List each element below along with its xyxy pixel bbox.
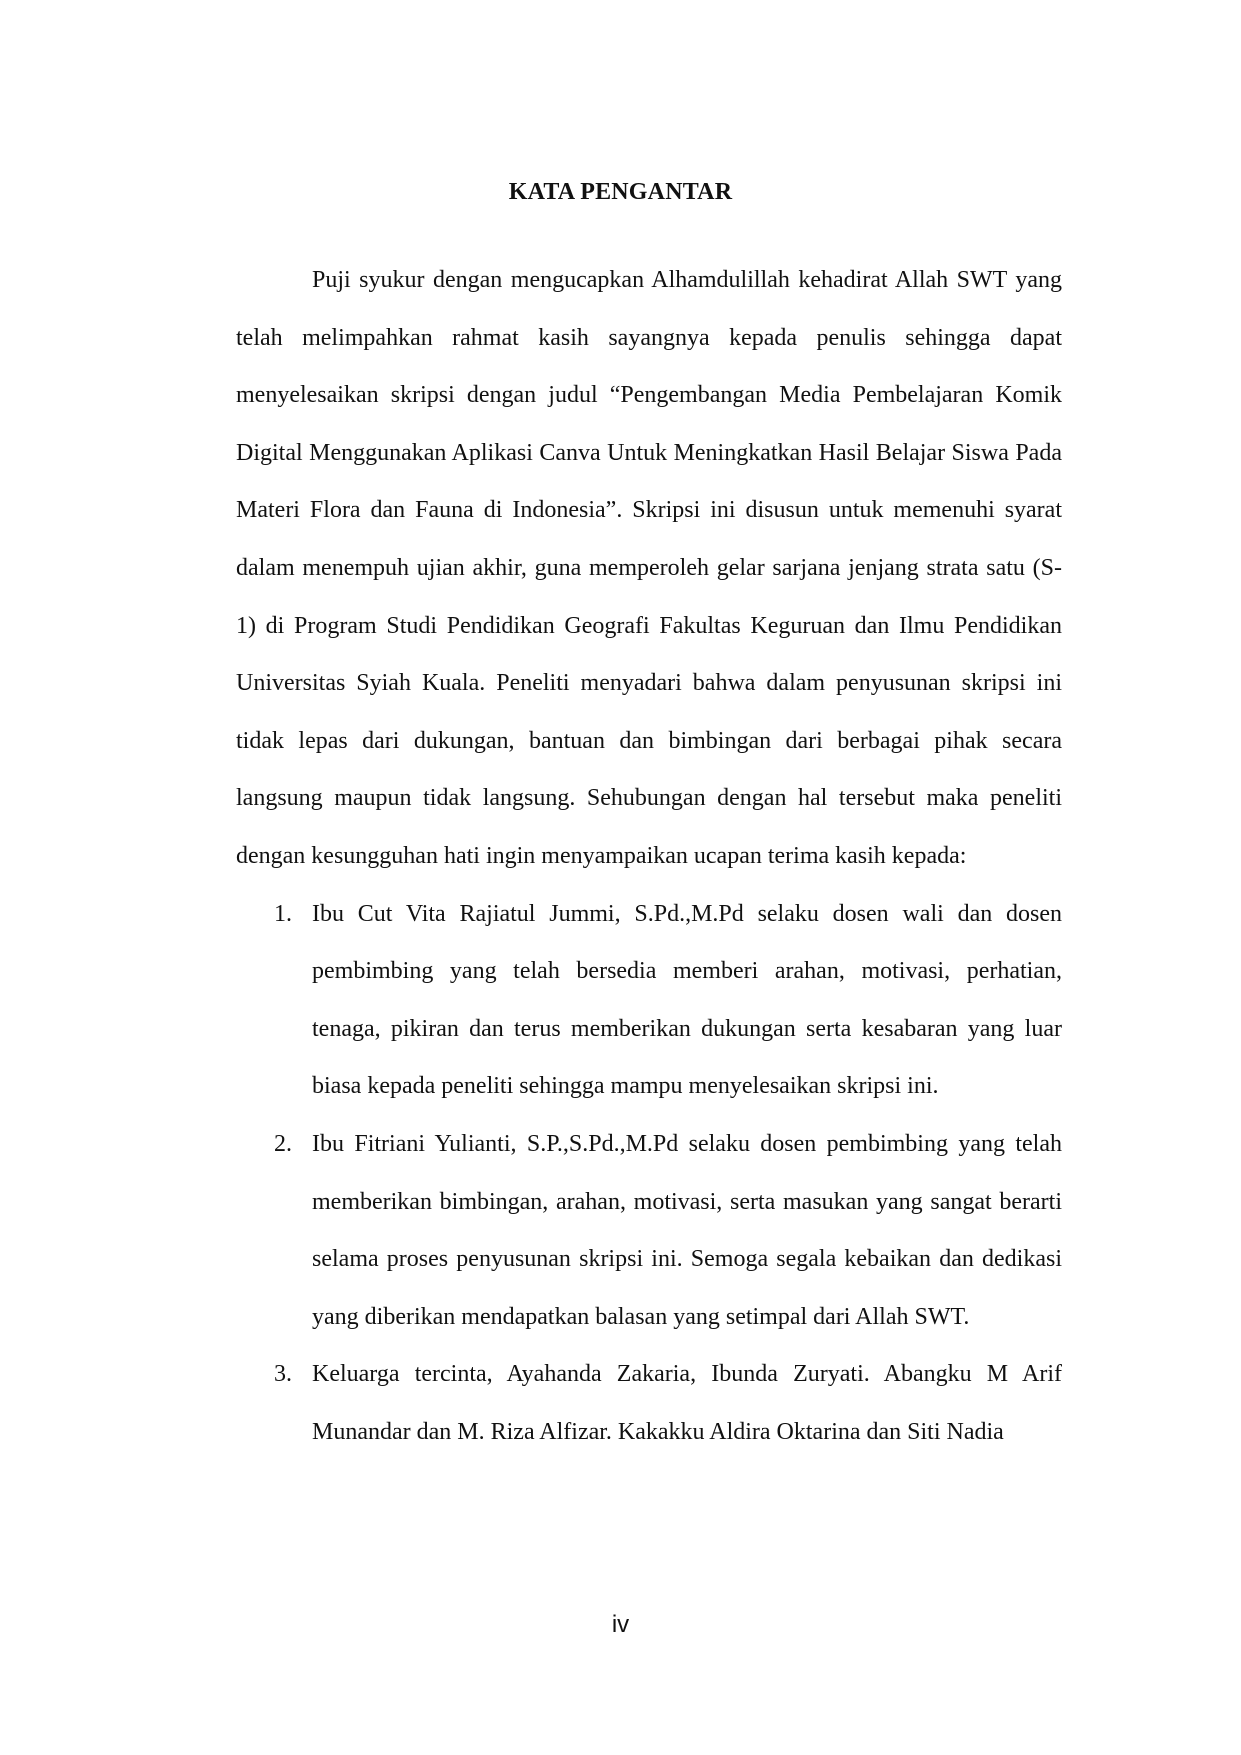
list-item-number: 3.: [274, 1361, 292, 1388]
page-number: iv: [611, 1611, 630, 1638]
list-item-text: Ibu Fitriani Yulianti, S.P.,S.Pd.,M.Pd selaku dosen pembimbing yang telah memberikan bimbingan, arahan, motivasi, serta masukan yang sangat berarti selama proses penyusunan skripsi ini. Semoga segala kebaikan dan dedikasi yang diberikan mendapatkan balasan yang setimpal dari Allah SWT.: [312, 1130, 1062, 1330]
list-item-number: 1.: [274, 900, 292, 927]
list-item-text: Keluarga tercinta, Ayahanda Zakaria, Ibunda Zuryati. Abangku M Arif Munandar dan M. Riza Alfizar. Kakakku Aldira Oktarina dan Siti Nadia: [312, 1361, 1062, 1445]
acknowledgement-list: [236, 886, 1062, 1462]
list-item-number: 2.: [274, 1130, 292, 1157]
page-title: KATA PENGANTAR: [508, 179, 733, 205]
body-text: [236, 252, 1062, 1461]
list-item: [236, 886, 1062, 1116]
list-item-text: Ibu Cut Vita Rajiatul Jummi, S.Pd.,M.Pd selaku dosen wali dan dosen pembimbing yang telah bersedia memberi arahan, motivasi, perhatian, tenaga, pikiran dan terus memberikan dukungan serta kesabaran yang luar biasa kepada peneliti sehingga mampu menyelesaikan skripsi ini.: [312, 900, 1062, 1100]
list-item: [236, 1346, 1062, 1461]
intro-paragraph: Puji syukur dengan mengucapkan Alhamdulillah kehadirat Allah SWT yang telah melimpahkan rahmat kasih sayangnya kepada penulis sehingga dapat menyelesaikan skripsi dengan judul “Pengembangan Media Pembelajaran Komik Digital Menggunakan Aplikasi Canva Untuk Meningkatkan Hasil Belajar Siswa Pada Materi Flora dan Fauna di Indonesia”. Skripsi ini disusun untuk memenuhi syarat dalam menempuh ujian akhir, guna memperoleh gelar sarjana jenjang strata satu (S-1) di Program Studi Pendidikan Geografi Fakultas Keguruan dan Ilmu Pendidikan Universitas Syiah Kuala. Peneliti menyadari bahwa dalam penyusunan skripsi ini tidak lepas dari dukungan, bantuan dan bimbingan dari berbagai pihak secara langsung maupun tidak langsung. Sehubungan dengan hal tersebut maka peneliti dengan kesungguhan hati ingin menyampaikan ucapan terima kasih kepada:: [236, 267, 1062, 869]
list-item: [236, 1116, 1062, 1346]
